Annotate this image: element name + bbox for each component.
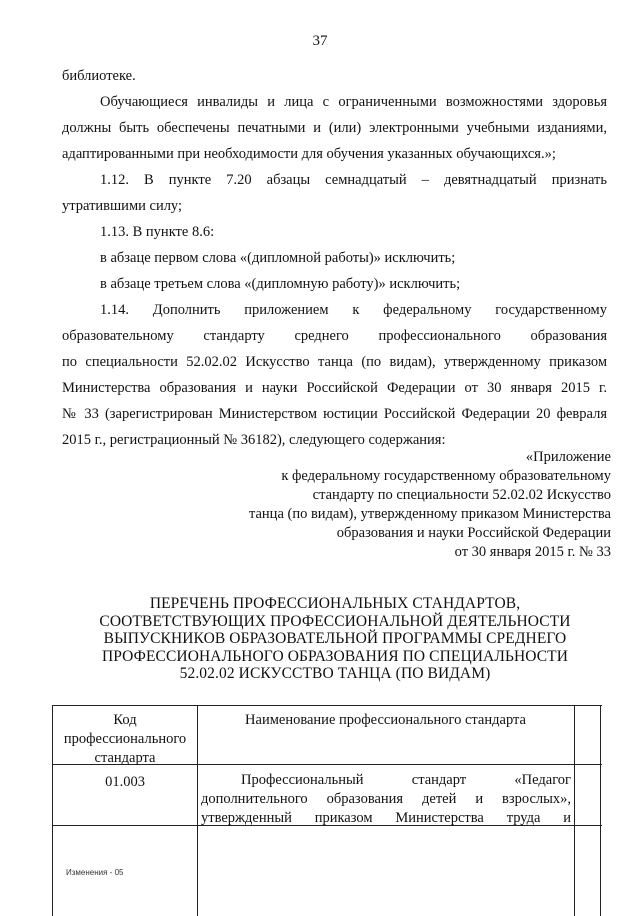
paragraph-continuation: библиотеке. <box>62 68 136 84</box>
appendix-line: танца (по видам), утвержденному приказом Министерства <box>248 506 611 522</box>
cell-line: дополнительного образования детей и взрослых», <box>201 791 571 807</box>
appendix-line: «Приложение <box>525 449 611 465</box>
appendix-line: от 30 января 2015 г. № 33 <box>454 544 611 560</box>
table-header-code <box>53 711 197 768</box>
document-title <box>60 595 610 683</box>
title-line: ПЕРЕЧЕНЬ ПРОФЕССИОНАЛЬНЫХ СТАНДАРТОВ, <box>149 595 521 612</box>
item-1-14-line: Министерства образования и науки Российской Федерации от 30 января 2015 г. <box>62 380 607 396</box>
item-1-14-line: по специальности 52.02.02 Искусство танца (по видам), утвержденному приказом <box>62 354 607 370</box>
body-text <box>62 63 607 453</box>
table-column-divider <box>197 706 198 916</box>
item-1-13-line: в абзаце первом слова «(дипломной работы)» исключить; <box>100 250 456 266</box>
header-text: Код <box>113 712 137 728</box>
appendix-line: стандарту по специальности 52.02.02 Искусство <box>312 487 611 503</box>
item-1-14-line: 1.14. Дополнить приложением к федеральному государственному <box>100 302 607 318</box>
item-1-12-line: утратившими силу; <box>62 198 183 214</box>
page-number: 37 <box>312 33 328 49</box>
cell-line: Профессиональный стандарт «Педагог <box>241 772 571 788</box>
header-text: стандарта <box>94 750 156 766</box>
item-1-14-line: 2015 г., регистрационный № 36182), следующего содержания: <box>62 432 446 448</box>
cell-line: утвержденный приказом Министерства труда и <box>201 810 571 826</box>
item-1-14-line: образовательному стандарту среднего профессионального образования <box>62 328 607 344</box>
header-text: профессионального <box>63 731 187 747</box>
item-1-14-line: № 33 (зарегистрирован Министерством юстиции Российской Федерации 20 февраля <box>62 406 607 422</box>
item-1-12-line: 1.12. В пункте 7.20 абзацы семнадцатый – девятнадцатый признать <box>100 172 607 188</box>
page-footer: Изменения - 05 <box>66 868 124 877</box>
table-column-divider <box>600 706 601 916</box>
appendix-line: образования и науки Российской Федерации <box>336 525 611 541</box>
item-1-13-line: в абзаце третьем слова «(дипломную работу)» исключить; <box>100 276 461 292</box>
title-line: ВЫПУСКНИКОВ ОБРАЗОВАТЕЛЬНОЙ ПРОГРАММЫ СРЕДНЕГО <box>103 630 567 647</box>
table-cell-code: 01.003 <box>105 774 145 790</box>
paragraph-line: адаптированными при необходимости для обучения указанных обучающихся.»; <box>62 146 556 162</box>
title-line: 52.02.02 ИСКУССТВО ТАНЦА (ПО ВИДАМ) <box>179 665 491 682</box>
item-1-13-line: 1.13. В пункте 8.6: <box>100 224 215 240</box>
table-header-name: Наименование профессионального стандарта <box>245 712 526 728</box>
table-column-divider <box>574 706 575 916</box>
appendix-heading <box>220 448 611 562</box>
title-line: СООТВЕТСТВУЮЩИХ ПРОФЕССИОНАЛЬНОЙ ДЕЯТЕЛЬНОСТИ <box>99 612 571 630</box>
appendix-line: к федеральному государственному образовательному <box>281 468 611 484</box>
paragraph-line: Обучающиеся инвалиды и лица с ограниченными возможностями здоровья <box>100 94 607 110</box>
paragraph-line: должны быть обеспечены печатными и (или) электронными учебными изданиями, <box>62 120 607 136</box>
standards-table <box>52 705 602 916</box>
table-cell-name <box>201 771 571 828</box>
title-line: ПРОФЕССИОНАЛЬНОГО ОБРАЗОВАНИЯ ПО СПЕЦИАЛЬНОСТИ <box>101 647 569 665</box>
